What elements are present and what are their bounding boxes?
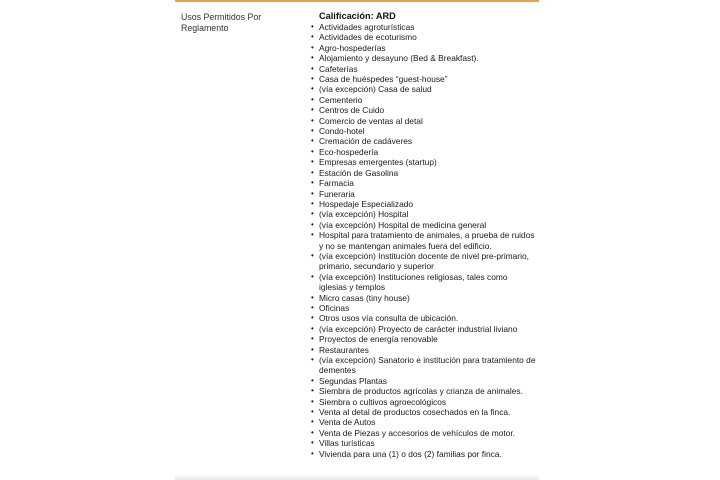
list-item-text: Cafeterías (319, 63, 358, 74)
list-item (311, 95, 536, 105)
bullet-icon: • (311, 198, 314, 208)
list-item (311, 449, 536, 459)
list-item (311, 355, 536, 376)
list-item-text: (vía excepción) Proyecto de carácter industrial liviano (319, 323, 518, 334)
list-item (311, 251, 536, 272)
list-item-text: Venta de Autos (319, 417, 376, 428)
list-item-text: Oficinas (319, 302, 350, 313)
list-item (311, 116, 536, 126)
list-item (311, 84, 536, 94)
list-item-text: (vía excepción) Hospital de medicina general (319, 219, 487, 230)
list-item-text: Eco-hospedería (319, 146, 379, 157)
list-item-text: (vía excepción) Casa de salud (319, 84, 432, 95)
list-item-text: Proyectos de energía renovable (319, 334, 438, 345)
list-item-text: Funeraria (319, 188, 355, 199)
list-item-text: Venta de Piezas y accesorios de vehículos de motor. (319, 427, 515, 438)
list-item (311, 407, 536, 417)
list-item-text: Restaurantes (319, 344, 369, 355)
list-item-text: Cremación de cadáveres (319, 136, 413, 147)
classification-heading: Calificación: ARD (319, 11, 396, 21)
list-item-text: Empresas emergentes (startup) (319, 157, 437, 168)
list-item-text: Casa de huéspedes “guest-house” (319, 74, 448, 85)
bullet-icon: • (311, 94, 314, 104)
list-item-text: Centros de Cuido (319, 105, 385, 116)
list-item (311, 376, 536, 386)
bullet-icon: • (311, 105, 314, 115)
bullet-icon: • (311, 271, 314, 281)
list-item (311, 157, 536, 167)
list-item (311, 43, 536, 53)
bullet-icon: • (311, 386, 314, 396)
bullet-icon: • (311, 32, 314, 42)
list-item-text: Estación de Gasolina (319, 167, 399, 178)
list-item (311, 22, 536, 32)
bullet-icon: • (311, 157, 314, 167)
list-item-text: Venta al detal de productos cosechados en la finca. (319, 407, 511, 418)
list-item-text: Micro casas (tiny house) (319, 292, 410, 303)
bullet-icon: • (311, 219, 314, 229)
list-item (311, 230, 536, 251)
uses-cell (311, 11, 536, 459)
bullet-icon: • (311, 63, 314, 73)
list-item (311, 74, 536, 84)
bullet-icon: • (311, 302, 314, 312)
list-item-text: Actividades agroturísticas (319, 22, 415, 32)
bullet-icon: • (311, 42, 314, 52)
list-item-text: Villas turísticas (319, 438, 375, 449)
permitted-uses-list (311, 22, 536, 459)
list-item (311, 136, 536, 146)
list-item-text: Condo-hotel (319, 126, 365, 137)
list-item (311, 220, 536, 230)
list-item (311, 53, 536, 63)
list-item-text: Siembra o cultivos agroecológicos (319, 396, 447, 407)
bullet-icon: • (311, 136, 314, 146)
list-item (311, 32, 536, 42)
bullet-icon: • (311, 167, 314, 177)
bullet-icon: • (311, 375, 314, 385)
bullet-icon: • (311, 292, 314, 302)
bullet-icon: • (311, 115, 314, 125)
bullet-icon: • (311, 230, 314, 240)
bullet-icon: • (311, 334, 314, 344)
list-item (311, 334, 536, 344)
bullet-icon: • (311, 396, 314, 406)
list-item (311, 64, 536, 74)
list-item-text: Farmacia (319, 178, 354, 189)
list-item-text: Cementerio (319, 94, 363, 105)
bullet-icon: • (311, 126, 314, 136)
bullet-icon: • (311, 417, 314, 427)
list-item (311, 293, 536, 303)
bullet-icon: • (311, 323, 314, 333)
bullet-icon: • (311, 146, 314, 156)
list-item-text: Alojamiento y desayuno (Bed & Breakfast). (319, 53, 479, 64)
list-item (311, 126, 536, 136)
list-item (311, 189, 536, 199)
list-item-text: Siembra de productos agrícolas y crianza de animales. (319, 386, 523, 397)
list-item (311, 438, 536, 448)
list-item-text: Agro-hospederías (319, 42, 386, 53)
list-item-text: Comercio de ventas al detal (319, 115, 423, 126)
list-item (311, 178, 536, 188)
list-item (311, 313, 536, 323)
bottom-shadow (175, 474, 539, 480)
list-item (311, 105, 536, 115)
list-item-text: (vía excepción) Instituciones religiosas, tales como iglesias y templos (319, 271, 508, 293)
bullet-icon: • (311, 427, 314, 437)
list-item (311, 345, 536, 355)
bullet-icon: • (311, 84, 314, 94)
list-item (311, 428, 536, 438)
list-item-text: (vía excepción) Sanatorio e institución para tratamiento de dementes (319, 355, 536, 376)
list-item (311, 272, 536, 293)
bullet-icon: • (311, 209, 314, 219)
list-item (311, 168, 536, 178)
bullet-icon: • (311, 407, 314, 417)
list-item-text: (vía excepción) Hospital (319, 209, 409, 220)
bullet-icon: • (311, 53, 314, 63)
top-accent-rule (175, 0, 539, 2)
list-item-text: (vía excepción) Institución docente de nivel pre-primario, primario, secundario y superior (319, 250, 529, 272)
bullet-icon: • (311, 355, 314, 364)
list-item (311, 417, 536, 427)
bullet-icon: • (311, 178, 314, 188)
bullet-icon: • (311, 250, 314, 260)
list-item (311, 397, 536, 407)
list-item (311, 209, 536, 219)
list-item-text: Otros usos vía consulta de ubicación. (319, 313, 459, 324)
list-item (311, 147, 536, 157)
bullet-icon: • (311, 74, 314, 84)
bullet-icon: • (311, 448, 314, 458)
bullet-icon: • (311, 22, 314, 31)
list-item-text: Actividades de ecoturismo (319, 32, 417, 43)
list-item (311, 386, 536, 396)
list-item-text: Hospedaje Especializado (319, 198, 414, 209)
bullet-icon: • (311, 313, 314, 323)
row-label: Usos Permitidos Por Reglamento (181, 12, 262, 33)
list-item (311, 324, 536, 334)
list-item (311, 199, 536, 209)
bullet-icon: • (311, 438, 314, 448)
bullet-icon: • (311, 188, 314, 198)
bullet-icon: • (311, 344, 314, 354)
list-item-text: Segundas Plantas (319, 375, 387, 386)
list-item (311, 303, 536, 313)
list-item-text: Hospital para tratamiento de animales, a prueba de ruidos y no se mantengan animales fuera del edificio. (319, 230, 535, 251)
list-item-text: Vivienda para una (1) o dos (2) familias por finca. (319, 448, 502, 459)
